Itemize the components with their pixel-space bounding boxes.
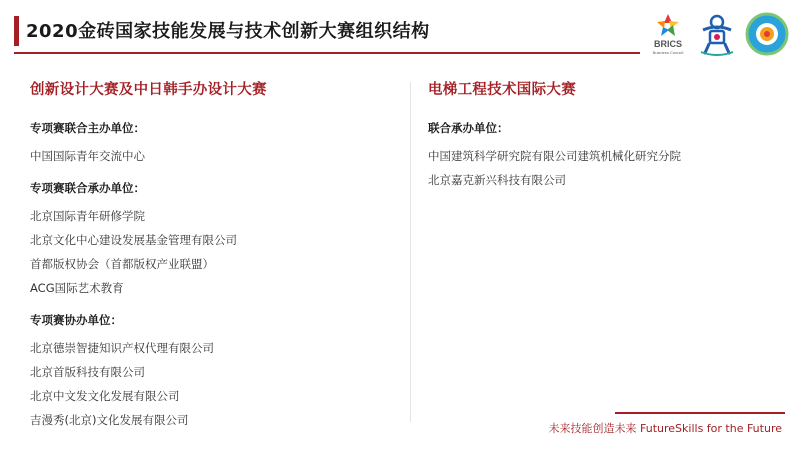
brics-star-icon bbox=[651, 12, 685, 40]
org-item: 北京德崇智捷知识产权代理有限公司 bbox=[30, 341, 214, 355]
right-column bbox=[428, 78, 788, 204]
org-item: 中国国际青年交流中心 bbox=[30, 149, 145, 163]
org-group bbox=[30, 180, 400, 300]
skills-mascot-logo bbox=[697, 12, 737, 56]
logo-group bbox=[645, 12, 795, 62]
org-group bbox=[428, 120, 788, 192]
group-label: 联合承办单位： bbox=[428, 121, 509, 135]
brics-subtitle: Business Council bbox=[652, 50, 684, 55]
title-underline bbox=[14, 52, 640, 54]
brics-wordmark: BRICS bbox=[653, 39, 682, 49]
left-section-heading: 创新设计大赛及中日韩手办设计大赛 bbox=[30, 82, 267, 98]
org-item: 北京国际青年研修学院 bbox=[30, 209, 145, 223]
org-item: 北京首版科技有限公司 bbox=[30, 365, 145, 379]
brics-logo bbox=[651, 12, 685, 62]
org-group bbox=[30, 312, 400, 432]
org-item: 吉漫秀(北京)文化发展有限公司 bbox=[30, 413, 189, 427]
footer-slogan: 未来技能创造未来 FutureSkills for the Future bbox=[548, 422, 782, 435]
left-column bbox=[30, 78, 400, 444]
group-label: 专项赛联合承办单位： bbox=[30, 181, 145, 195]
right-section-heading: 电梯工程技术国际大赛 bbox=[428, 82, 576, 98]
org-item: 北京文化中心建设发展基金管理有限公司 bbox=[30, 233, 237, 247]
org-group bbox=[30, 120, 400, 168]
globe-logo bbox=[745, 12, 789, 56]
group-label: 专项赛联合主办单位： bbox=[30, 121, 145, 135]
title-accent-bar bbox=[14, 16, 19, 46]
page-title: 2020金砖国家技能发展与技术创新大赛组织结构 bbox=[26, 21, 430, 42]
org-item: 北京中文发文化发展有限公司 bbox=[30, 389, 180, 403]
column-divider bbox=[410, 82, 411, 422]
org-item: ACG国际艺术教育 bbox=[30, 281, 124, 295]
footer-rule bbox=[615, 412, 785, 414]
org-item: 中国建筑科学研究院有限公司建筑机械化研究分院 bbox=[428, 149, 681, 163]
group-label: 专项赛协办单位： bbox=[30, 313, 122, 327]
org-item: 北京嘉克新兴科技有限公司 bbox=[428, 173, 566, 187]
globe-icon bbox=[745, 12, 789, 56]
org-item: 首都版权协会（首都版权产业联盟） bbox=[30, 257, 214, 271]
mascot-icon bbox=[697, 12, 737, 56]
